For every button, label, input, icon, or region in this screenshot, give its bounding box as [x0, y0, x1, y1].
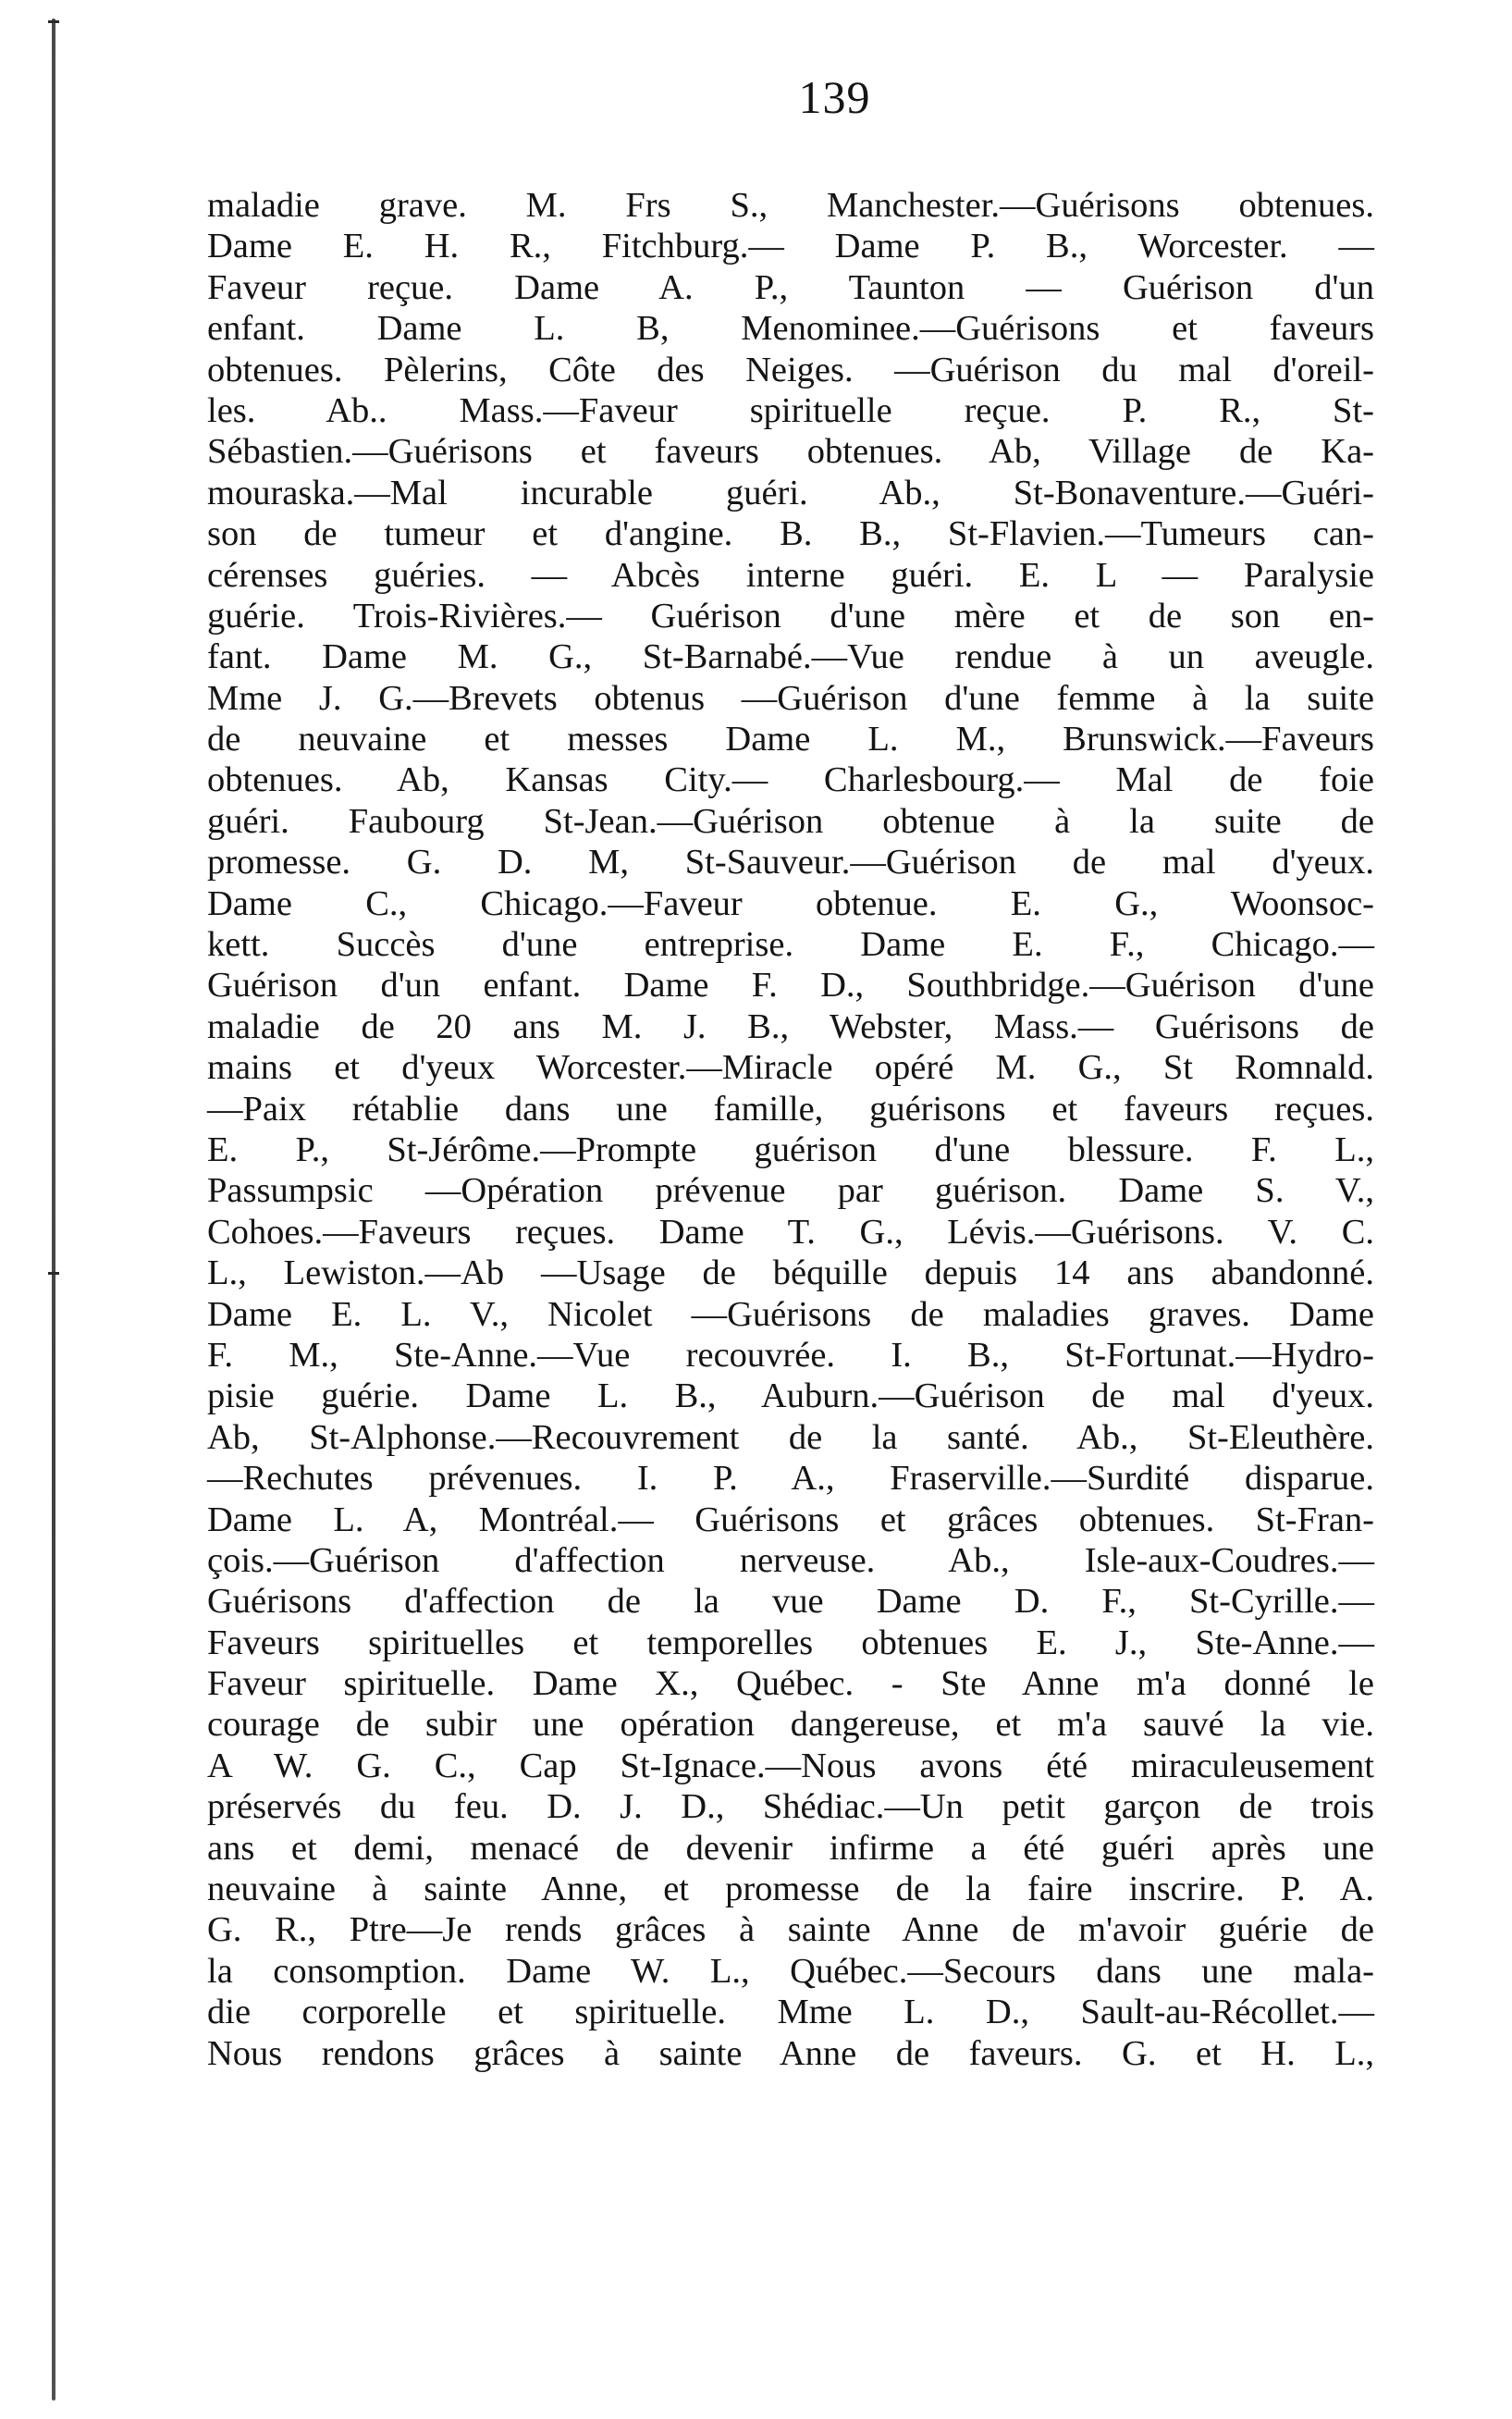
text-line: —Rechutes prévenues. I. P. A., Fraserville.—Surdité disparue.	[207, 1459, 1374, 1499]
text-line: F. M., Ste-Anne.—Vue recouvrée. I. B., St-Fortunat.—Hydro-	[207, 1335, 1374, 1375]
text-line: de neuvaine et messes Dame L. M., Brunswick.—Faveurs	[207, 720, 1374, 759]
text-line: fant. Dame M. G., St-Barnabé.—Vue rendue à un aveugle.	[207, 637, 1374, 677]
text-line: Nous rendons grâces à sainte Anne de faveurs. G. et H. L.,	[207, 2033, 1374, 2073]
text-line: mouraska.—Mal incurable guéri. Ab., St-Bonaventure.—Guéri-	[207, 473, 1374, 512]
text-line: obtenues. Ab, Kansas City.— Charlesbourg.— Mal de foie	[207, 760, 1374, 800]
text-line: Dame E. H. R., Fitchburg.— Dame P. B., Worcester. —	[207, 227, 1374, 266]
text-line: Cohoes.—Faveurs reçues. Dame T. G., Lévis.—Guérisons. V. C.	[207, 1212, 1374, 1252]
text-line: promesse. G. D. M, St-Sauveur.—Guérison de mal d'yeux.	[207, 843, 1374, 882]
text-line: Faveurs spirituelles et temporelles obtenues E. J., Ste-Anne.—	[207, 1623, 1374, 1662]
body-text	[207, 185, 1374, 2074]
binding-edge-line	[52, 19, 55, 2400]
text-line: L., Lewiston.—Ab —Usage de béquille depuis 14 ans abandonné.	[207, 1253, 1374, 1293]
text-line: Dame E. L. V., Nicolet —Guérisons de maladies graves. Dame	[207, 1294, 1374, 1334]
text-line: A W. G. C., Cap St-Ignace.—Nous avons été miraculeusement	[207, 1746, 1374, 1785]
text-line: Mme J. G.—Brevets obtenus —Guérison d'une femme à la suite	[207, 678, 1374, 718]
text-line: courage de subir une opération dangereuse, et m'a sauvé la vie.	[207, 1705, 1374, 1745]
text-line: maladie grave. M. Frs S., Manchester.—Guérisons obtenues.	[207, 186, 1374, 225]
text-line: Passumpsic —Opération prévenue par guérison. Dame S. V.,	[207, 1171, 1374, 1211]
text-line: la consomption. Dame W. L., Québec.—Secours dans une mala-	[207, 1951, 1374, 1991]
text-line: enfant. Dame L. B, Menominee.—Guérisons et faveurs	[207, 309, 1374, 349]
text-line: guéri. Faubourg St-Jean.—Guérison obtenue à la suite de	[207, 801, 1374, 841]
text-line: Ab, St-Alphonse.—Recouvrement de la santé. Ab., St-Eleuthère.	[207, 1417, 1374, 1457]
text-line: obtenues. Pèlerins, Côte des Neiges. —Guérison du mal d'oreil-	[207, 350, 1374, 389]
text-line: Dame L. A, Montréal.— Guérisons et grâces obtenues. St-Fran-	[207, 1500, 1374, 1539]
binding-edge-mark	[48, 1272, 59, 1275]
text-line: préservés du feu. D. J. D., Shédiac.—Un petit garçon de trois	[207, 1787, 1374, 1827]
text-line: ans et demi, menacé de devenir infirme a été guéri après une	[207, 1828, 1374, 1868]
text-line: Guérison d'un enfant. Dame F. D., Southbridge.—Guérison d'une	[207, 966, 1374, 1006]
text-line: Dame C., Chicago.—Faveur obtenue. E. G., Woonsoc-	[207, 883, 1374, 923]
text-line: guérie. Trois-Rivières.— Guérison d'une mère et de son en-	[207, 596, 1374, 636]
text-line: Faveur spirituelle. Dame X., Québec. - Ste Anne m'a donné le	[207, 1664, 1374, 1704]
text-line: Sébastien.—Guérisons et faveurs obtenues. Ab, Village de Ka-	[207, 432, 1374, 472]
page-number: 139	[798, 71, 871, 123]
text-line: kett. Succès d'une entreprise. Dame E. F., Chicago.—	[207, 925, 1374, 965]
text-line: Faveur reçue. Dame A. P., Taunton — Guérison d'un	[207, 267, 1374, 307]
text-line: E. P., St-Jérôme.—Prompte guérison d'une blessure. F. L.,	[207, 1129, 1374, 1169]
binding-edge-mark	[48, 20, 59, 23]
text-line: son de tumeur et d'angine. B. B., St-Flavien.—Tumeurs can-	[207, 514, 1374, 554]
text-line: mains et d'yeux Worcester.—Miracle opéré M. G., St Romnald.	[207, 1048, 1374, 1088]
text-line: les. Ab.. Mass.—Faveur spirituelle reçue. P. R., St-	[207, 390, 1374, 430]
text-line: —Paix rétablie dans une famille, guérisons et faveurs reçues.	[207, 1089, 1374, 1129]
text-line: die corporelle et spirituelle. Mme L. D., Sault-au-Récollet.—	[207, 1993, 1374, 2032]
text-line: G. R., Ptre—Je rends grâces à sainte Anne de m'avoir guérie de	[207, 1910, 1374, 1950]
text-line: çois.—Guérison d'affection nerveuse. Ab., Isle-aux-Coudres.—	[207, 1540, 1374, 1580]
text-line: neuvaine à sainte Anne, et promesse de la faire inscrire. P. A.	[207, 1870, 1374, 1909]
text-line: cérenses guéries. — Abcès interne guéri. E. L — Paralysie	[207, 555, 1374, 595]
text-line: maladie de 20 ans M. J. B., Webster, Mass.— Guérisons de	[207, 1006, 1374, 1046]
text-line: Guérisons d'affection de la vue Dame D. F., St-Cyrille.—	[207, 1582, 1374, 1622]
text-line: pisie guérie. Dame L. B., Auburn.—Guérison de mal d'yeux.	[207, 1376, 1374, 1416]
